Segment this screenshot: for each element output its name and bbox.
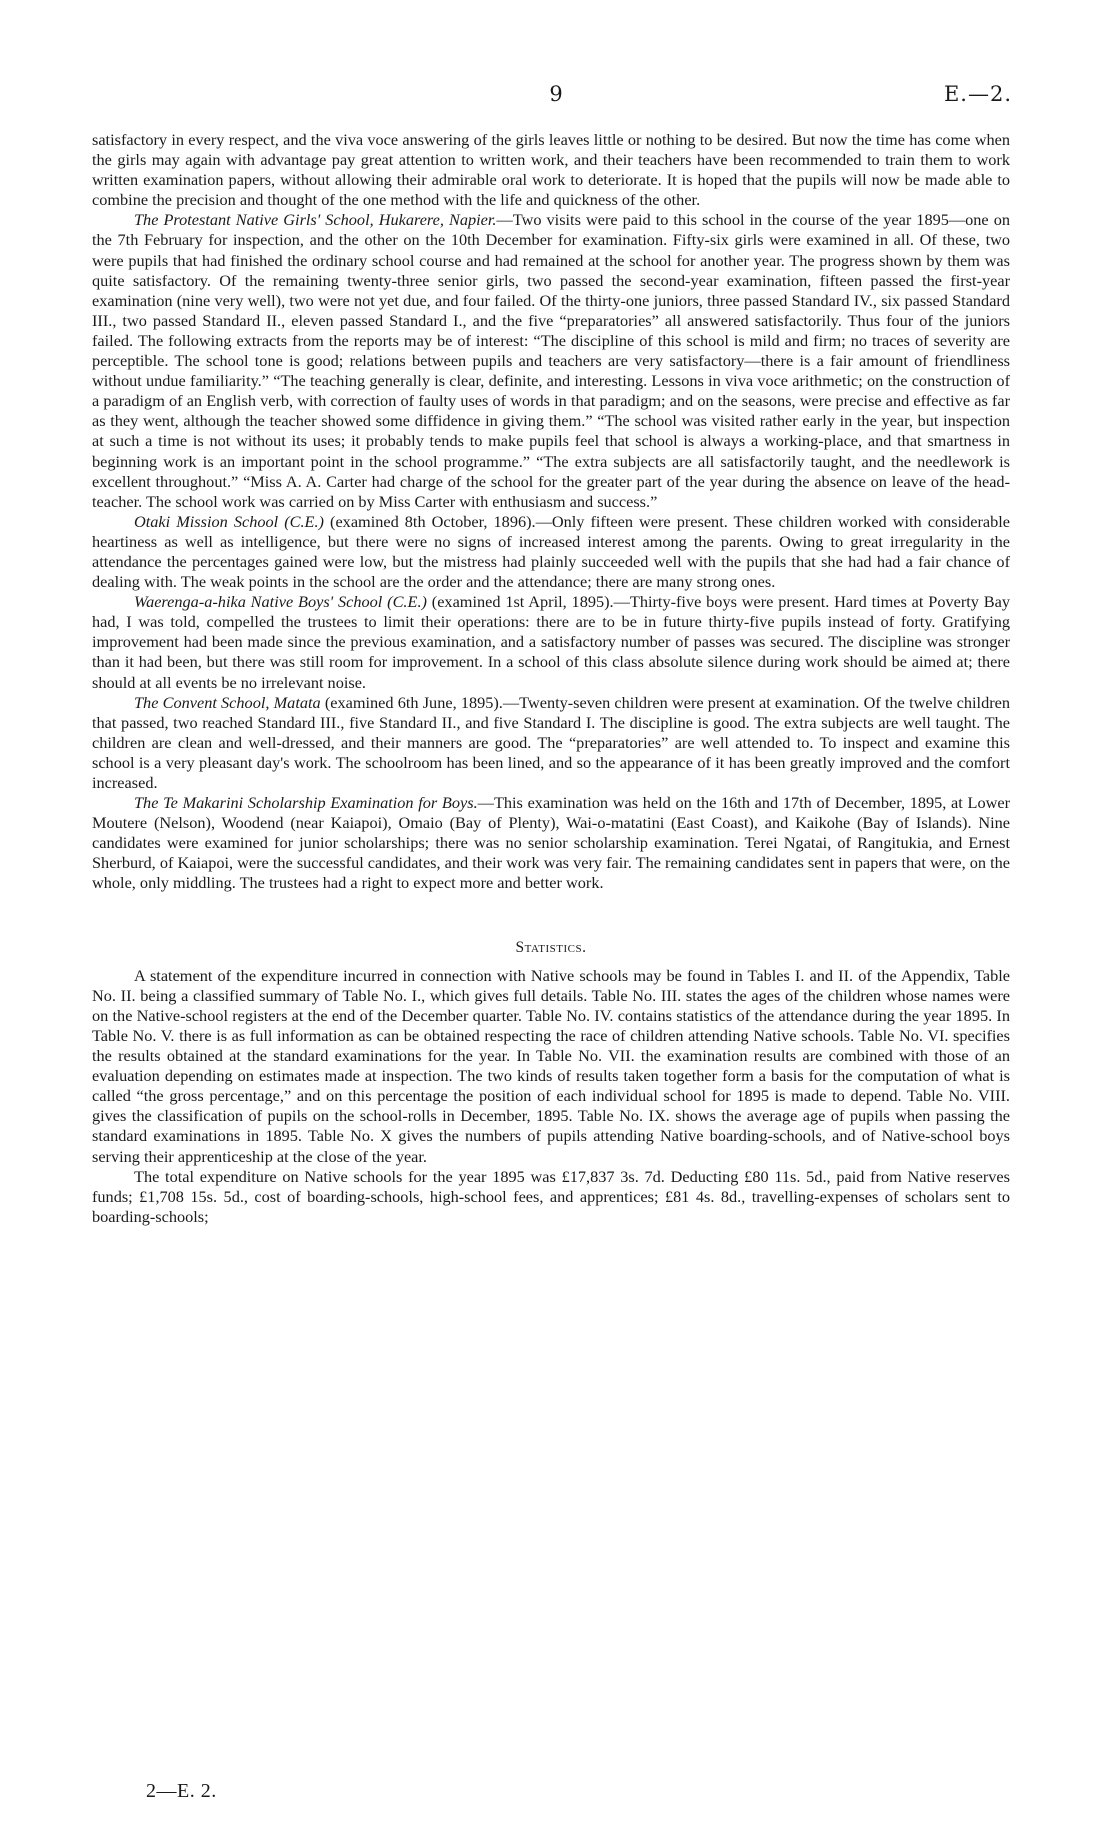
statistics-paragraph: The total expenditure on Native schools for the year 1895 was £17,837 3s. 7d. Deducting £80 11s. 5d., paid from Native reserves funds; £1,708 15s. 5d., cost of boarding-schools, high-school fees, and apprentices; £81 4s. 8d., travelling-expenses of scholars sent to boarding-schools; <box>92 1166 1010 1226</box>
paragraph <box>92 693 1010 793</box>
paragraph <box>92 512 1010 592</box>
paragraph-title: The Te Makarini Scholarship Examination for Boys. <box>134 793 478 813</box>
paragraph <box>92 592 1010 692</box>
paragraph-title: Otaki Mission School (C.E.) <box>134 511 324 531</box>
paragraph-text: (examined 1st April, 1895).—Thirty-five boys were present. Hard times at Poverty Bay had, I was told, compelled the trustees to limit their operations: there are to be in future thirty-five pupils instead of forty. Gratifying improvement had been made since the previous examination, and a satisfactory number of passes was secured. The discipline was stronger than it had been, but there was still room for improvement. In a school of this class absolute silence during work should be aimed at; there should at all events be no irrelevant noise. <box>92 592 1010 692</box>
paragraph-text: —This examination was held on the 16th and 17th of December, 1895, at Lower Moutere (Nelson), Woodend (near Kaiapoi), Omaio (Bay of Plenty), Wai-o-matatini (East Coast), and Kaikohe (Bay of Islands). Nine candidates were examined for junior scholarships; there was no senior scholarship examination. Terei Ngatai, of Rangitukia, and Ernest Sherburd, of Kaiapoi, were the successful candidates, and their work was very fair. The remaining candidates sent in papers that were, on the whole, only middling. The trustees had a right to expect more and better work. <box>92 793 1010 893</box>
paragraph <box>92 210 1010 511</box>
body-text <box>92 130 1010 1227</box>
paragraph <box>92 130 1010 210</box>
page-number: 9 <box>549 82 563 106</box>
paragraph-text: —Two visits were paid to this school in the course of the year 1895—one on the 7th February for inspection, and the other on the 10th December for examination. Fifty-six girls were examined in all. Of these, two were pupils that had finished the ordinary school course and had remained at the school for another year. The progress shown by them was quite satisfactory. Of the remaining twenty-three senior girls, two passed the second-year examination, fifteen passed the first-year examination (nine very well), two were not yet due, and four failed. Of the thirty-one juniors, three passed Standard IV., six passed Standard III., two passed Standard II., eleven passed Standard I., and the five “preparatories” all answered satisfactorily. Thus four of the juniors failed. The following extracts from the reports may be of interest: “The discipline of this school is mild and firm; no traces of severity are perceptible. The school tone is good; relations between pupils and teachers are very satisfactory—there is a fair amount of friendliness without undue familiarity.” “The teaching generally is clear, definite, and interesting. Lessons in viva voce arithmetic; on the construction of a paradigm of an English verb, with correction of faulty uses of words in that paradigm; and on the seasons, were precise and effective as far as they went, although the teacher showed some diffidence in giving them.” “The school was visited rather early in the year, but inspection at such a time is not without its uses; it probably tends to make pupils feel that school is always a working-place, and that smartness in beginning work is an important point in the school programme.” “The extra subjects are all satisfactorily taught, and the needlework is excellent throughout.” “Miss A. A. Carter had charge of the school for the greater part of the year during the absence on leave of the head-teacher. The school work was carried on by Miss Carter with enthusiasm and success.” <box>92 210 1010 511</box>
document-code: E.—2. <box>943 82 1012 106</box>
paragraph-text: (examined 8th October, 1896).—Only fifteen were present. These children worked with considerable heartiness as well as intelligence, but there were no signs of increased interest among the parents. Owing to great irregularity in the attendance the percentages gained were low, but the mistress had plainly succeeded well with the pupils that she had had a fair chance of dealing with. The weak points in the school are the order and the attendance; there are many strong ones. <box>92 511 1010 592</box>
signature-mark: 2—E. 2. <box>146 1780 217 1802</box>
paragraph <box>92 793 1010 893</box>
statistics-heading: Statistics. <box>515 938 587 956</box>
paragraph-title: The Protestant Native Girls' School, Hukarere, Napier. <box>134 210 497 230</box>
paragraph-title: The Convent School, Matata <box>134 692 321 712</box>
paragraph-title: Waerenga-a-hika Native Boys' School (C.E.) <box>134 592 427 612</box>
paragraph-text: (examined 6th June, 1895).—Twenty-seven children were present at examination. Of the twelve children that passed, two reached Standard III., five Standard II., and five Standard I. The discipline is good. The extra subjects are well taught. The children are clean and well-dressed, and their manners are good. The “preparatories” are well attended to. To inspect and examine this school is a very pleasant day's work. The schoolroom has been lined, and so the appearance of it has been greatly improved and the comfort increased. <box>92 692 1010 792</box>
statistics-paragraph: A statement of the expenditure incurred in connection with Native schools may be found in Tables I. and II. of the Appendix, Table No. II. being a classified summary of Table No. I., which gives full details. Table No. III. states the ages of the children whose names were on the Native-school registers at the end of the December quarter. Table No. IV. contains statistics of the attendance during the year 1895. In Table No. V. there is as full information as can be obtained respecting the race of children attending Native schools. Table No. VI. specifies the results obtained at the standard examinations for the year. In Table No. VII. the examination results are combined with those of an evaluation depending on estimates made at inspection. The two kinds of results taken together form a basis for the computation of what is called “the gross percentage,” and on this percentage the position of each individual school for 1895 is made to depend. Table No. VIII. gives the classification of pupils on the school-rolls in December, 1895. Table No. IX. shows the average age of pupils when passing the standard examinations in 1895. Table No. X gives the numbers of pupils attending Native boarding-schools, and of Native-school boys serving their apprenticeship at the close of the year. <box>92 965 1010 1166</box>
paragraph-text: satisfactory in every respect, and the viva voce answering of the girls leaves little or nothing to be desired. But now the time has come when the girls may again with advantage pay great attention to written work, and their teachers have been recommended to train them to work written examination papers, without allowing their admirable oral work to deteriorate. It is hoped that the pupils will now be made able to combine the precision and thought of the one method with the life and quickness of the other. <box>92 130 1010 210</box>
